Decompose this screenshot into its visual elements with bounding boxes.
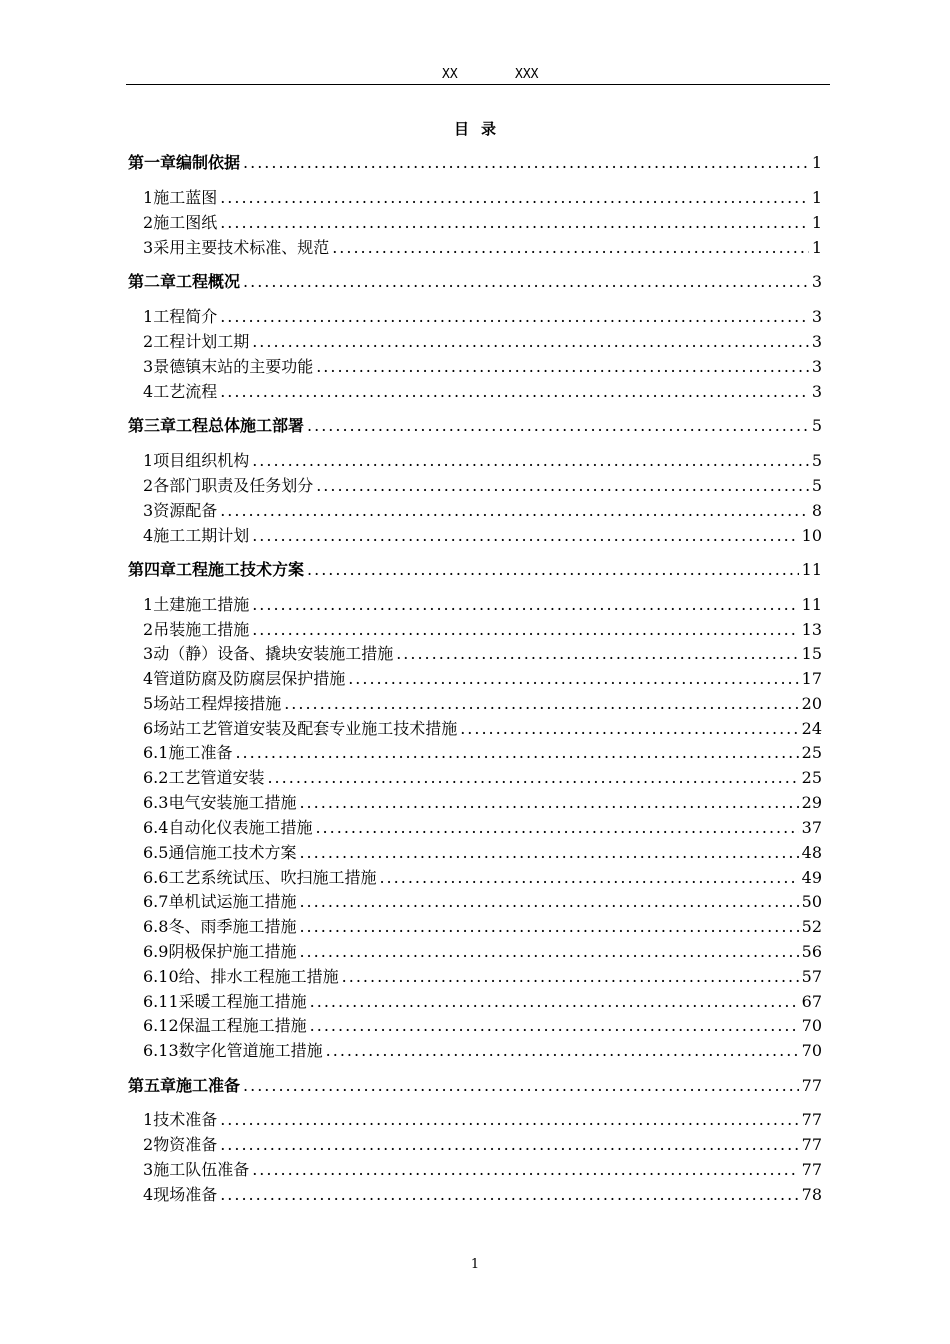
toc-entry-title: 阴极保护施工措施 xyxy=(168,942,297,961)
toc-entry-title: 给、排水工程施工措施 xyxy=(178,967,339,986)
toc-entry-page: 67 xyxy=(801,992,822,1011)
toc-entry-number: 2 xyxy=(143,332,154,351)
toc-entry[interactable] xyxy=(128,558,822,582)
toc-entry-title: 景德镇末站的主要功能 xyxy=(153,357,314,376)
dot-leader xyxy=(220,211,809,235)
toc-entry-title: 冬、雨季施工措施 xyxy=(168,917,297,936)
toc-entry-page: 37 xyxy=(801,818,822,837)
toc-entry-title: 施工蓝图 xyxy=(153,188,218,207)
toc-entry-page: 11 xyxy=(801,560,822,579)
dot-leader xyxy=(220,305,809,329)
toc-entry-title: 施工准备 xyxy=(176,1076,241,1095)
toc-entry-page: 15 xyxy=(801,644,822,663)
toc-entry-title: 保温工程施工措施 xyxy=(178,1016,307,1035)
toc-entry-page: 52 xyxy=(801,917,822,936)
dot-leader xyxy=(299,940,798,964)
toc-entry[interactable] xyxy=(128,305,822,329)
toc-entry-page: 29 xyxy=(801,793,822,812)
toc-entry[interactable] xyxy=(128,965,822,989)
toc-entry-number: 1 xyxy=(143,595,154,614)
toc-entry-number: 6.4 xyxy=(143,818,169,837)
dot-leader xyxy=(379,866,798,890)
toc-entry-page: 10 xyxy=(801,526,822,545)
dot-leader xyxy=(332,236,809,260)
toc-title: 目录 xyxy=(453,120,508,138)
toc-entry-number: 1 xyxy=(143,307,154,326)
toc-entry-number: 6.11 xyxy=(143,992,179,1011)
dot-leader xyxy=(252,1158,798,1182)
toc-entry[interactable] xyxy=(128,186,822,210)
toc-entry[interactable] xyxy=(128,499,822,523)
dot-leader xyxy=(342,965,799,989)
toc-entry[interactable] xyxy=(128,940,822,964)
dot-leader xyxy=(243,270,809,294)
toc-entry-page: 56 xyxy=(801,942,822,961)
toc-entry-number: 1 xyxy=(143,188,154,207)
toc-entry[interactable] xyxy=(128,642,822,666)
dot-leader xyxy=(220,499,809,523)
toc-entry[interactable] xyxy=(128,717,822,741)
toc-entry-number: 第五章 xyxy=(128,1076,177,1095)
toc-entry-page: 24 xyxy=(801,719,822,738)
toc-entry-number: 第四章 xyxy=(128,560,177,579)
toc-entry-number: 6.2 xyxy=(143,768,169,787)
header-right-text: XXX xyxy=(515,67,539,82)
toc-entry[interactable] xyxy=(128,990,822,1014)
dot-leader xyxy=(299,890,798,914)
toc-entry-title: 工艺流程 xyxy=(153,382,218,401)
toc-entry-page: 1 xyxy=(811,188,822,207)
toc-entry[interactable] xyxy=(128,236,822,260)
toc-entry-number: 6.10 xyxy=(143,967,179,986)
toc-entry-page: 11 xyxy=(801,595,822,614)
toc-entry-page: 5 xyxy=(811,476,822,495)
dot-leader xyxy=(460,717,798,741)
toc-entry[interactable] xyxy=(128,474,822,498)
toc-entry-page: 3 xyxy=(811,332,822,351)
toc-entry-number: 2 xyxy=(143,620,154,639)
page-header xyxy=(126,64,830,85)
toc-entry-page: 1 xyxy=(811,238,822,257)
toc-entry[interactable] xyxy=(128,741,822,765)
toc-entry[interactable] xyxy=(128,1183,822,1207)
toc-entry-title: 采用主要技术标准、规范 xyxy=(153,238,330,257)
dot-leader xyxy=(243,1074,799,1098)
dot-leader xyxy=(252,524,798,548)
toc-entry-page: 77 xyxy=(801,1160,822,1179)
dot-leader xyxy=(220,1108,798,1132)
toc-entry-title: 施工准备 xyxy=(168,743,233,762)
toc-entry[interactable] xyxy=(128,1158,822,1182)
toc-entry-number: 6.5 xyxy=(143,843,169,862)
dot-leader xyxy=(252,593,798,617)
toc-entry[interactable] xyxy=(128,524,822,548)
toc-entry-page: 77 xyxy=(801,1110,822,1129)
toc-entry-number: 6.8 xyxy=(143,917,169,936)
toc-entry[interactable] xyxy=(128,1133,822,1157)
toc-entry-page: 3 xyxy=(811,357,822,376)
toc-entry-title: 吊装施工措施 xyxy=(153,620,250,639)
toc-entry-title: 项目组织机构 xyxy=(153,451,250,470)
toc-entry-title: 工程概况 xyxy=(176,272,241,291)
toc-entry-page: 17 xyxy=(801,669,822,688)
toc-entry-number: 3 xyxy=(143,1160,154,1179)
toc-entry-title: 各部门职责及任务划分 xyxy=(153,476,314,495)
toc-entry[interactable] xyxy=(128,414,822,438)
toc-entry-title: 通信施工技术方案 xyxy=(168,843,297,862)
dot-leader xyxy=(310,1014,799,1038)
dot-leader xyxy=(315,816,798,840)
dot-leader xyxy=(235,741,798,765)
toc-entry[interactable] xyxy=(128,449,822,473)
toc-entry-title: 施工工期计划 xyxy=(153,526,250,545)
toc-entry-number: 4 xyxy=(143,382,154,401)
dot-leader xyxy=(252,330,809,354)
dot-leader xyxy=(299,791,798,815)
dot-leader xyxy=(348,667,798,691)
toc-entry-number: 1 xyxy=(143,1110,154,1129)
dot-leader xyxy=(243,151,809,175)
toc-entry-number: 6.9 xyxy=(143,942,169,961)
toc-entry-page: 13 xyxy=(801,620,822,639)
toc-entry-number: 5 xyxy=(143,694,154,713)
dot-leader xyxy=(284,692,798,716)
toc-entry-title: 土建施工措施 xyxy=(153,595,250,614)
toc-entry[interactable] xyxy=(128,1108,822,1132)
dot-leader xyxy=(220,380,809,404)
toc-entry[interactable] xyxy=(128,1074,822,1098)
toc-entry-page: 48 xyxy=(801,843,822,862)
toc-entry-page: 5 xyxy=(811,416,822,435)
toc-entry-page: 70 xyxy=(801,1016,822,1035)
toc-entry[interactable] xyxy=(128,692,822,716)
toc-entry-number: 第三章 xyxy=(128,416,177,435)
toc-entry-page: 3 xyxy=(811,307,822,326)
toc-entry[interactable] xyxy=(128,890,822,914)
toc-entry-number: 2 xyxy=(143,1135,154,1154)
toc-entry-number: 3 xyxy=(143,357,154,376)
toc-entry-page: 77 xyxy=(801,1135,822,1154)
toc-entry[interactable] xyxy=(128,380,822,404)
toc-entry-number: 6.3 xyxy=(143,793,169,812)
toc-entry[interactable] xyxy=(128,618,822,642)
toc-entry-page: 5 xyxy=(811,451,822,470)
toc-entry-title: 施工图纸 xyxy=(153,213,218,232)
toc-entry-number: 4 xyxy=(143,1185,154,1204)
toc-entry-page: 1 xyxy=(811,213,822,232)
page-number: 1 xyxy=(470,1257,480,1272)
toc-entry[interactable] xyxy=(128,1039,822,1063)
toc-entry[interactable] xyxy=(128,816,822,840)
toc-entry-title: 工程简介 xyxy=(153,307,218,326)
dot-leader xyxy=(310,990,799,1014)
toc-entry-title: 工程计划工期 xyxy=(153,332,250,351)
toc-entry-page: 3 xyxy=(811,382,822,401)
toc-entry-number: 6.7 xyxy=(143,892,169,911)
dot-leader xyxy=(299,915,798,939)
toc-entry-page: 49 xyxy=(801,868,822,887)
dot-leader xyxy=(252,618,798,642)
dot-leader xyxy=(316,355,809,379)
toc-entry-number: 2 xyxy=(143,213,154,232)
toc-entry-number: 第一章 xyxy=(128,153,177,172)
toc-entry-title: 工程总体施工部署 xyxy=(176,416,305,435)
toc-entry-page: 50 xyxy=(801,892,822,911)
toc-entry[interactable] xyxy=(128,330,822,354)
toc-entry-page: 3 xyxy=(811,272,822,291)
toc-entry-title: 自动化仪表施工措施 xyxy=(168,818,313,837)
toc-entry-title: 管道防腐及防腐层保护措施 xyxy=(153,669,346,688)
toc-entry-page: 70 xyxy=(801,1041,822,1060)
dot-leader xyxy=(299,841,798,865)
toc-entry-number: 6.1 xyxy=(143,743,169,762)
dot-leader xyxy=(307,558,799,582)
dot-leader xyxy=(220,186,809,210)
toc-entry-title: 资源配备 xyxy=(153,501,218,520)
dot-leader xyxy=(326,1039,799,1063)
toc-entry[interactable] xyxy=(128,841,822,865)
toc-entry-title: 施工队伍准备 xyxy=(153,1160,250,1179)
toc-entry-title: 场站工艺管道安装及配套专业施工技术措施 xyxy=(153,719,458,738)
toc-entry[interactable] xyxy=(128,667,822,691)
toc-entry-number: 6.13 xyxy=(143,1041,179,1060)
toc-entry-page: 8 xyxy=(811,501,822,520)
toc-entry-title: 工程施工技术方案 xyxy=(176,560,305,579)
toc-entry-title: 现场准备 xyxy=(153,1185,218,1204)
header-left-text: XX xyxy=(442,67,458,82)
toc-entry[interactable] xyxy=(128,915,822,939)
toc-entry-number: 3 xyxy=(143,644,154,663)
toc-entry-number: 3 xyxy=(143,238,154,257)
toc-entry-page: 57 xyxy=(801,967,822,986)
toc-entry-title: 电气安装施工措施 xyxy=(168,793,297,812)
toc-entry[interactable] xyxy=(128,866,822,890)
toc-entry-page: 25 xyxy=(801,768,822,787)
toc-entry-number: 1 xyxy=(143,451,154,470)
dot-leader xyxy=(307,414,809,438)
toc-entry[interactable] xyxy=(128,211,822,235)
toc-entry-title: 编制依据 xyxy=(176,153,241,172)
toc-entry-title: 数字化管道施工措施 xyxy=(178,1041,323,1060)
toc-entry-title: 工艺系统试压、吹扫施工措施 xyxy=(168,868,377,887)
toc-entry-title: 单机试运施工措施 xyxy=(168,892,297,911)
toc-entry[interactable] xyxy=(128,270,822,294)
toc-entry[interactable] xyxy=(128,593,822,617)
toc-entry-title: 场站工程焊接措施 xyxy=(153,694,282,713)
toc-entry-title: 工艺管道安装 xyxy=(168,768,265,787)
toc-entry-number: 4 xyxy=(143,669,154,688)
toc-entry[interactable] xyxy=(128,791,822,815)
toc-entry-title: 采暖工程施工措施 xyxy=(178,992,307,1011)
toc-entry-page: 77 xyxy=(801,1076,822,1095)
toc-entry-number: 6 xyxy=(143,719,154,738)
toc-entry-number: 6.12 xyxy=(143,1016,179,1035)
toc-entry-page: 20 xyxy=(801,694,822,713)
toc-entry-number: 2 xyxy=(143,476,154,495)
toc-entry-title: 物资准备 xyxy=(153,1135,218,1154)
toc-entry[interactable] xyxy=(128,151,822,175)
toc-entry-title: 动（静）设备、撬块安装施工措施 xyxy=(153,644,394,663)
toc-entry-number: 第二章 xyxy=(128,272,177,291)
toc-entry-number: 4 xyxy=(143,526,154,545)
dot-leader xyxy=(316,474,809,498)
toc-entry-page: 78 xyxy=(801,1185,822,1204)
dot-leader xyxy=(252,449,809,473)
toc-entry[interactable] xyxy=(128,355,822,379)
toc-entry-number: 3 xyxy=(143,501,154,520)
toc-entry[interactable] xyxy=(128,766,822,790)
toc-entry-number: 6.6 xyxy=(143,868,169,887)
dot-leader xyxy=(220,1183,798,1207)
toc-entry-page: 1 xyxy=(811,153,822,172)
dot-leader xyxy=(396,642,798,666)
dot-leader xyxy=(267,766,798,790)
toc-entry-title: 技术准备 xyxy=(153,1110,218,1129)
dot-leader xyxy=(220,1133,798,1157)
toc-entry[interactable] xyxy=(128,1014,822,1038)
toc-entry-page: 25 xyxy=(801,743,822,762)
